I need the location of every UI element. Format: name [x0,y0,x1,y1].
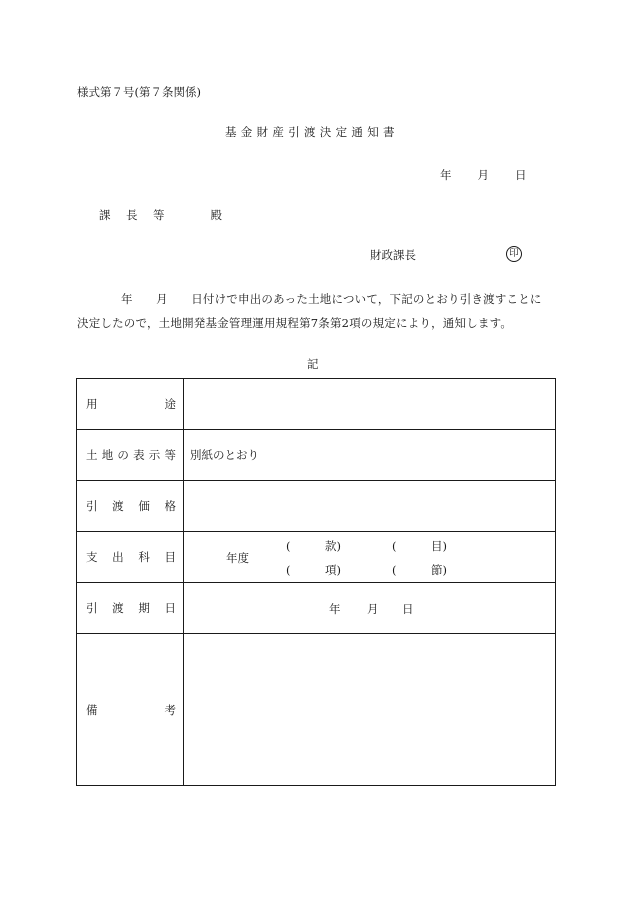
label-char: 引 [86,499,98,513]
label-char: 引 [86,601,98,615]
label-char: 渡 [112,499,124,513]
row-transfer-date [77,583,556,634]
label-land-description [77,430,184,481]
setsu-field: ( 節) [392,563,447,577]
value-expenditure-item[interactable] [184,532,556,583]
label-char: 価 [138,499,150,513]
row-land-description [77,430,556,481]
label-char: 考 [164,702,176,717]
transfer-date-day: 日 [402,602,414,616]
label-remarks [77,634,184,786]
label-char: 目 [164,550,176,564]
label-char: 途 [164,397,176,411]
transfer-date-month: 月 [367,602,379,616]
body-line-2: 決定したので，土地開発基金管理運用規程第7条第2項の規定により，通知します。 [77,316,513,330]
kou-field: ( 項) [286,563,341,577]
document-title: 基金財産引渡決定通知書 [225,125,399,139]
label-char: 渡 [112,601,124,615]
value-remarks[interactable] [184,634,556,786]
kan-field: ( 款) [286,539,341,553]
label-char: 土 [86,448,98,462]
addressee-name: 課 長 等 [99,208,167,222]
ki-heading: 記 [307,357,319,371]
value-transfer-date[interactable] [184,583,556,634]
label-char: 地 [101,448,114,462]
form-number: 様式第７号(第７条関係) [77,85,201,99]
transfer-date-year: 年 [329,602,341,616]
label-char: 日 [164,601,176,615]
label-transfer-price [77,481,184,532]
fiscal-year-label: 年度 [226,551,249,565]
label-purpose [77,379,184,430]
label-char: の [117,448,129,462]
addressee-honorific: 殿 [210,208,222,222]
addressee [99,208,222,222]
label-char: 出 [112,550,124,564]
issue-date-day: 日 [515,168,527,182]
label-char: 科 [138,550,150,564]
label-char: 用 [86,397,98,411]
issue-date-year: 年 [440,168,452,182]
row-purpose [77,379,556,430]
label-transfer-date [77,583,184,634]
body-line-1: 年 月 日付けで申出のあった土地について，下記のとおり引き渡すことに [121,292,542,306]
label-char: 格 [164,499,176,513]
value-purpose[interactable] [184,379,556,430]
label-char: 支 [86,550,98,564]
details-table [76,378,556,786]
moku-field: ( 目) [392,539,447,553]
row-transfer-price [77,481,556,532]
label-char: 等 [164,448,176,462]
value-transfer-price[interactable] [184,481,556,532]
row-expenditure-item [77,532,556,583]
value-land-description[interactable] [184,430,556,481]
issue-date [440,168,527,182]
row-remarks [77,634,556,786]
label-char: 示 [148,448,161,462]
label-char: 期 [138,601,150,615]
label-expenditure-item [77,532,184,583]
label-char: 表 [133,448,145,462]
sender-title: 財政課長 [370,248,416,262]
issue-date-month: 月 [477,168,489,182]
seal-mark: 印 [506,246,522,262]
land-description-text: 別紙のとおり [190,448,259,462]
label-char: 備 [86,702,98,717]
